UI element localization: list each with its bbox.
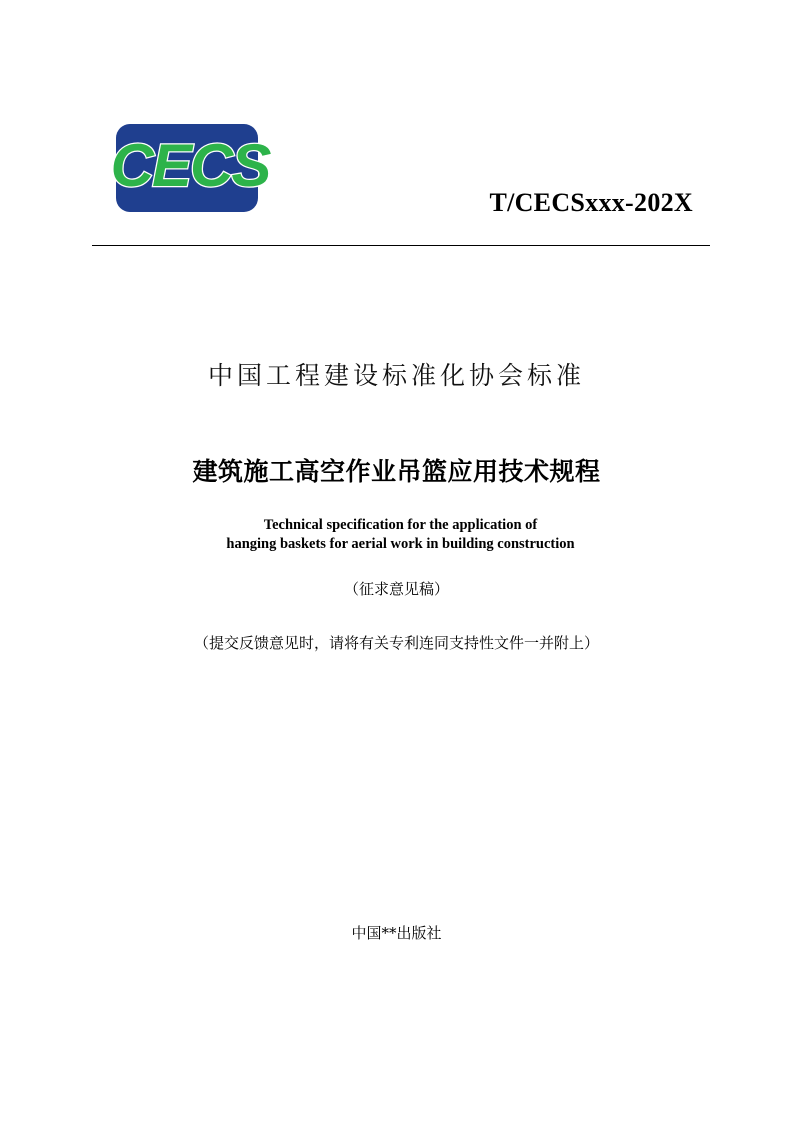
cecs-logo-graphic (102, 120, 278, 216)
standard-code: T/CECSxxx-202X (489, 188, 693, 217)
publisher: 中国**出版社 (351, 924, 442, 942)
draft-label: （征求意见稿） (343, 580, 449, 598)
document-title-cn: 建筑施工高空作业吊篮应用技术规程 (192, 457, 601, 486)
feedback-note: （提交反馈意见时，请将有关专利连同支持性文件一并附上） (193, 634, 599, 652)
document-title-en-line2: hanging baskets for aerial work in building construction (226, 536, 575, 552)
svg-text:CECS: CECS (110, 132, 270, 199)
header-divider (92, 245, 710, 246)
document-title-en-line1: Technical specification for the application of (263, 517, 538, 533)
cecs-logo (102, 120, 278, 216)
association-standard-line: 中国工程建设标准化协会标准 (207, 361, 585, 390)
